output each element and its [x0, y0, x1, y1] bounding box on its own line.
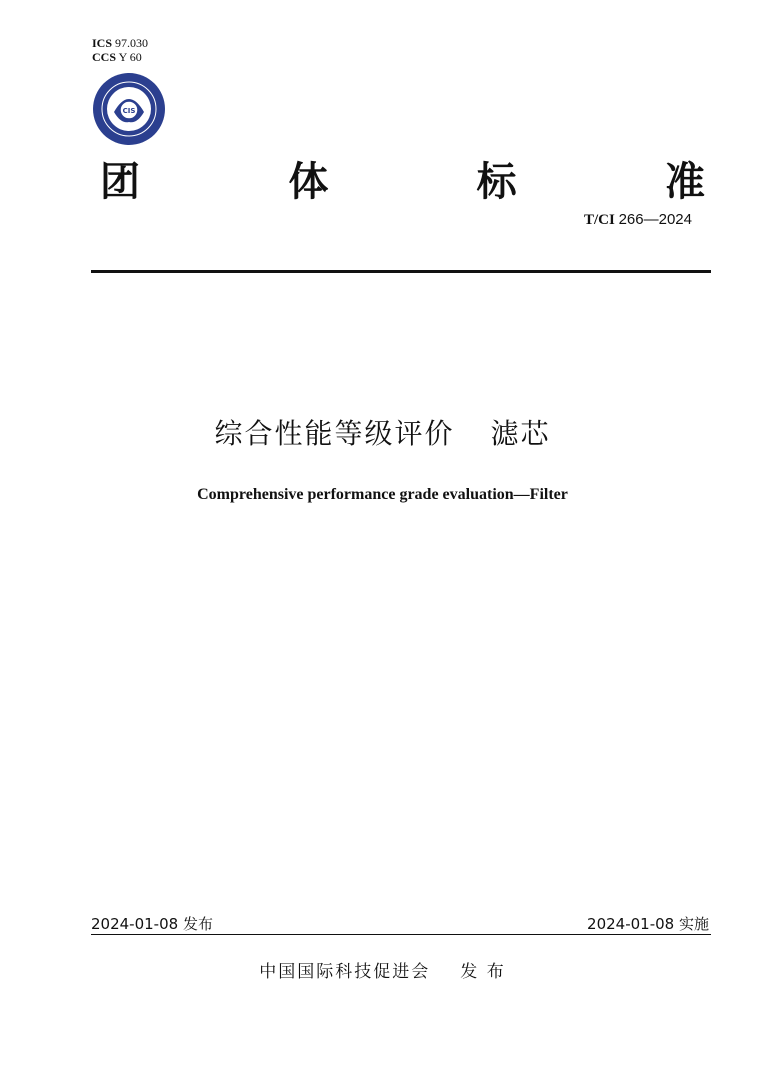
classification-codes: [92, 36, 148, 64]
ccs-line: CCS Y 60: [92, 50, 142, 64]
chinese-title: [0, 412, 765, 452]
standard-type-heading: [100, 150, 705, 207]
ics-line: ICS 97.030: [92, 36, 149, 50]
standard-number-suffix: 266—2024: [618, 211, 692, 228]
top-divider: [91, 270, 711, 273]
implementation-date: 2024-01-08 实施: [587, 915, 709, 933]
issuing-organization: [0, 957, 765, 982]
heading-char-4: 准: [664, 159, 705, 205]
bottom-divider: [91, 934, 711, 935]
issuer-action: 发 布: [460, 962, 506, 982]
cis-seal-logo: [92, 72, 166, 146]
heading-char-3: 标: [476, 159, 517, 205]
heading-char-2: 体: [288, 159, 329, 205]
logo-text: CIS: [122, 107, 136, 115]
standard-number-prefix: T/CI: [584, 212, 615, 228]
standard-number: [584, 211, 692, 229]
english-title: Comprehensive performance grade evaluation—Filter: [197, 486, 568, 503]
heading-char-1: 团: [100, 159, 140, 205]
chinese-title-main: 综合性能等级评价: [214, 417, 455, 450]
release-date: 2024-01-08 发布: [91, 915, 213, 933]
chinese-title-sub: 滤芯: [490, 417, 551, 450]
issuer-name: 中国国际科技促进会: [259, 962, 431, 982]
